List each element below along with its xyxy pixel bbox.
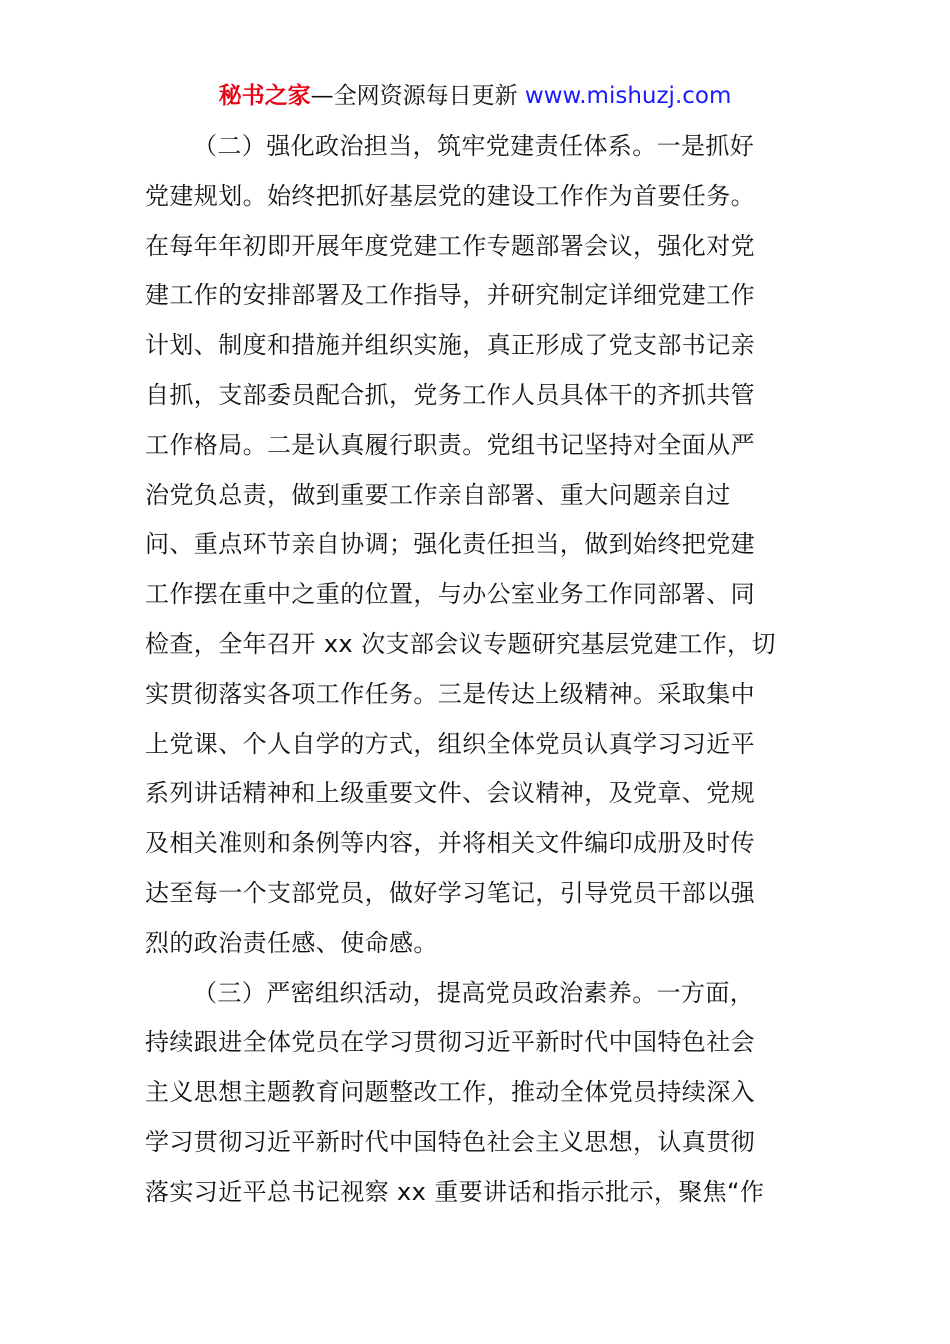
paragraph-line: 工作格局。二是认真履行职责。党组书记坚持对全面从严 xyxy=(145,430,755,459)
paragraph-line: 及相关准则和条例等内容，并将相关文件编印成册及时传 xyxy=(145,829,755,858)
paragraph-line: 在每年年初即开展年度党建工作专题部署会议，强化对党 xyxy=(145,231,755,260)
paragraph-line: 计划、制度和措施并组织实施，真正形成了党支部书记亲 xyxy=(145,331,755,360)
paragraph-line: 工作摆在重中之重的位置，与办公室业务工作同部署、同 xyxy=(145,580,755,609)
paragraph-line: （三）严密组织活动，提高党员政治素养。一方面， xyxy=(193,978,755,1007)
paragraph-line: 上党课、个人自学的方式，组织全体党员认真学习习近平 xyxy=(145,729,755,758)
paragraph-line: （二）强化政治担当，筑牢党建责任体系。一是抓好 xyxy=(193,132,755,160)
paragraph-line: 自抓，支部委员配合抓，党务工作人员具体干的齐抓共管 xyxy=(145,380,755,409)
paragraph-line: 主义思想主题教育问题整改工作，推动全体党员持续深入 xyxy=(145,1078,755,1107)
paragraph-line: 党建规划。始终把抓好基层党的建设工作作为首要任务。 xyxy=(145,181,755,210)
paragraph-line: 系列讲话精神和上级重要文件、会议精神，及党章、党规 xyxy=(145,779,755,808)
page-header xyxy=(0,80,950,112)
site-url: www.mishuzj.com xyxy=(524,83,732,109)
paragraph-line: 治党负总责，做到重要工作亲自部署、重大问题亲自过 xyxy=(145,480,731,509)
paragraph-line: 落实习近平总书记视察 xx 重要讲话和指示批示，聚焦“作 xyxy=(145,1177,765,1206)
paragraph-line: 烈的政治责任感、使命感。 xyxy=(145,928,438,957)
paragraph-line: 学习贯彻习近平新时代中国特色社会主义思想，认真贯彻 xyxy=(145,1127,755,1156)
paragraph-line: 检查，全年召开 xx 次支部会议专题研究基层党建工作，切 xyxy=(145,629,776,658)
brand-name: 秘书之家 xyxy=(218,83,311,109)
paragraph-line: 达至每一个支部党员，做好学习笔记，引导党员干部以强 xyxy=(145,878,755,907)
paragraph-line: 持续跟进全体党员在学习贯彻习近平新时代中国特色社会 xyxy=(145,1028,755,1057)
body-text xyxy=(145,122,805,1218)
header-separator: — xyxy=(310,83,334,109)
paragraph-line: 实贯彻落实各项工作任务。三是传达上级精神。采取集中 xyxy=(145,679,755,708)
paragraph-line: 问、重点环节亲自协调；强化责任担当，做到始终把党建 xyxy=(145,530,755,559)
paragraph-line: 建工作的安排部署及工作指导，并研究制定详细党建工作 xyxy=(145,281,755,310)
header-tagline: 全网资源每日更新 xyxy=(333,83,518,109)
